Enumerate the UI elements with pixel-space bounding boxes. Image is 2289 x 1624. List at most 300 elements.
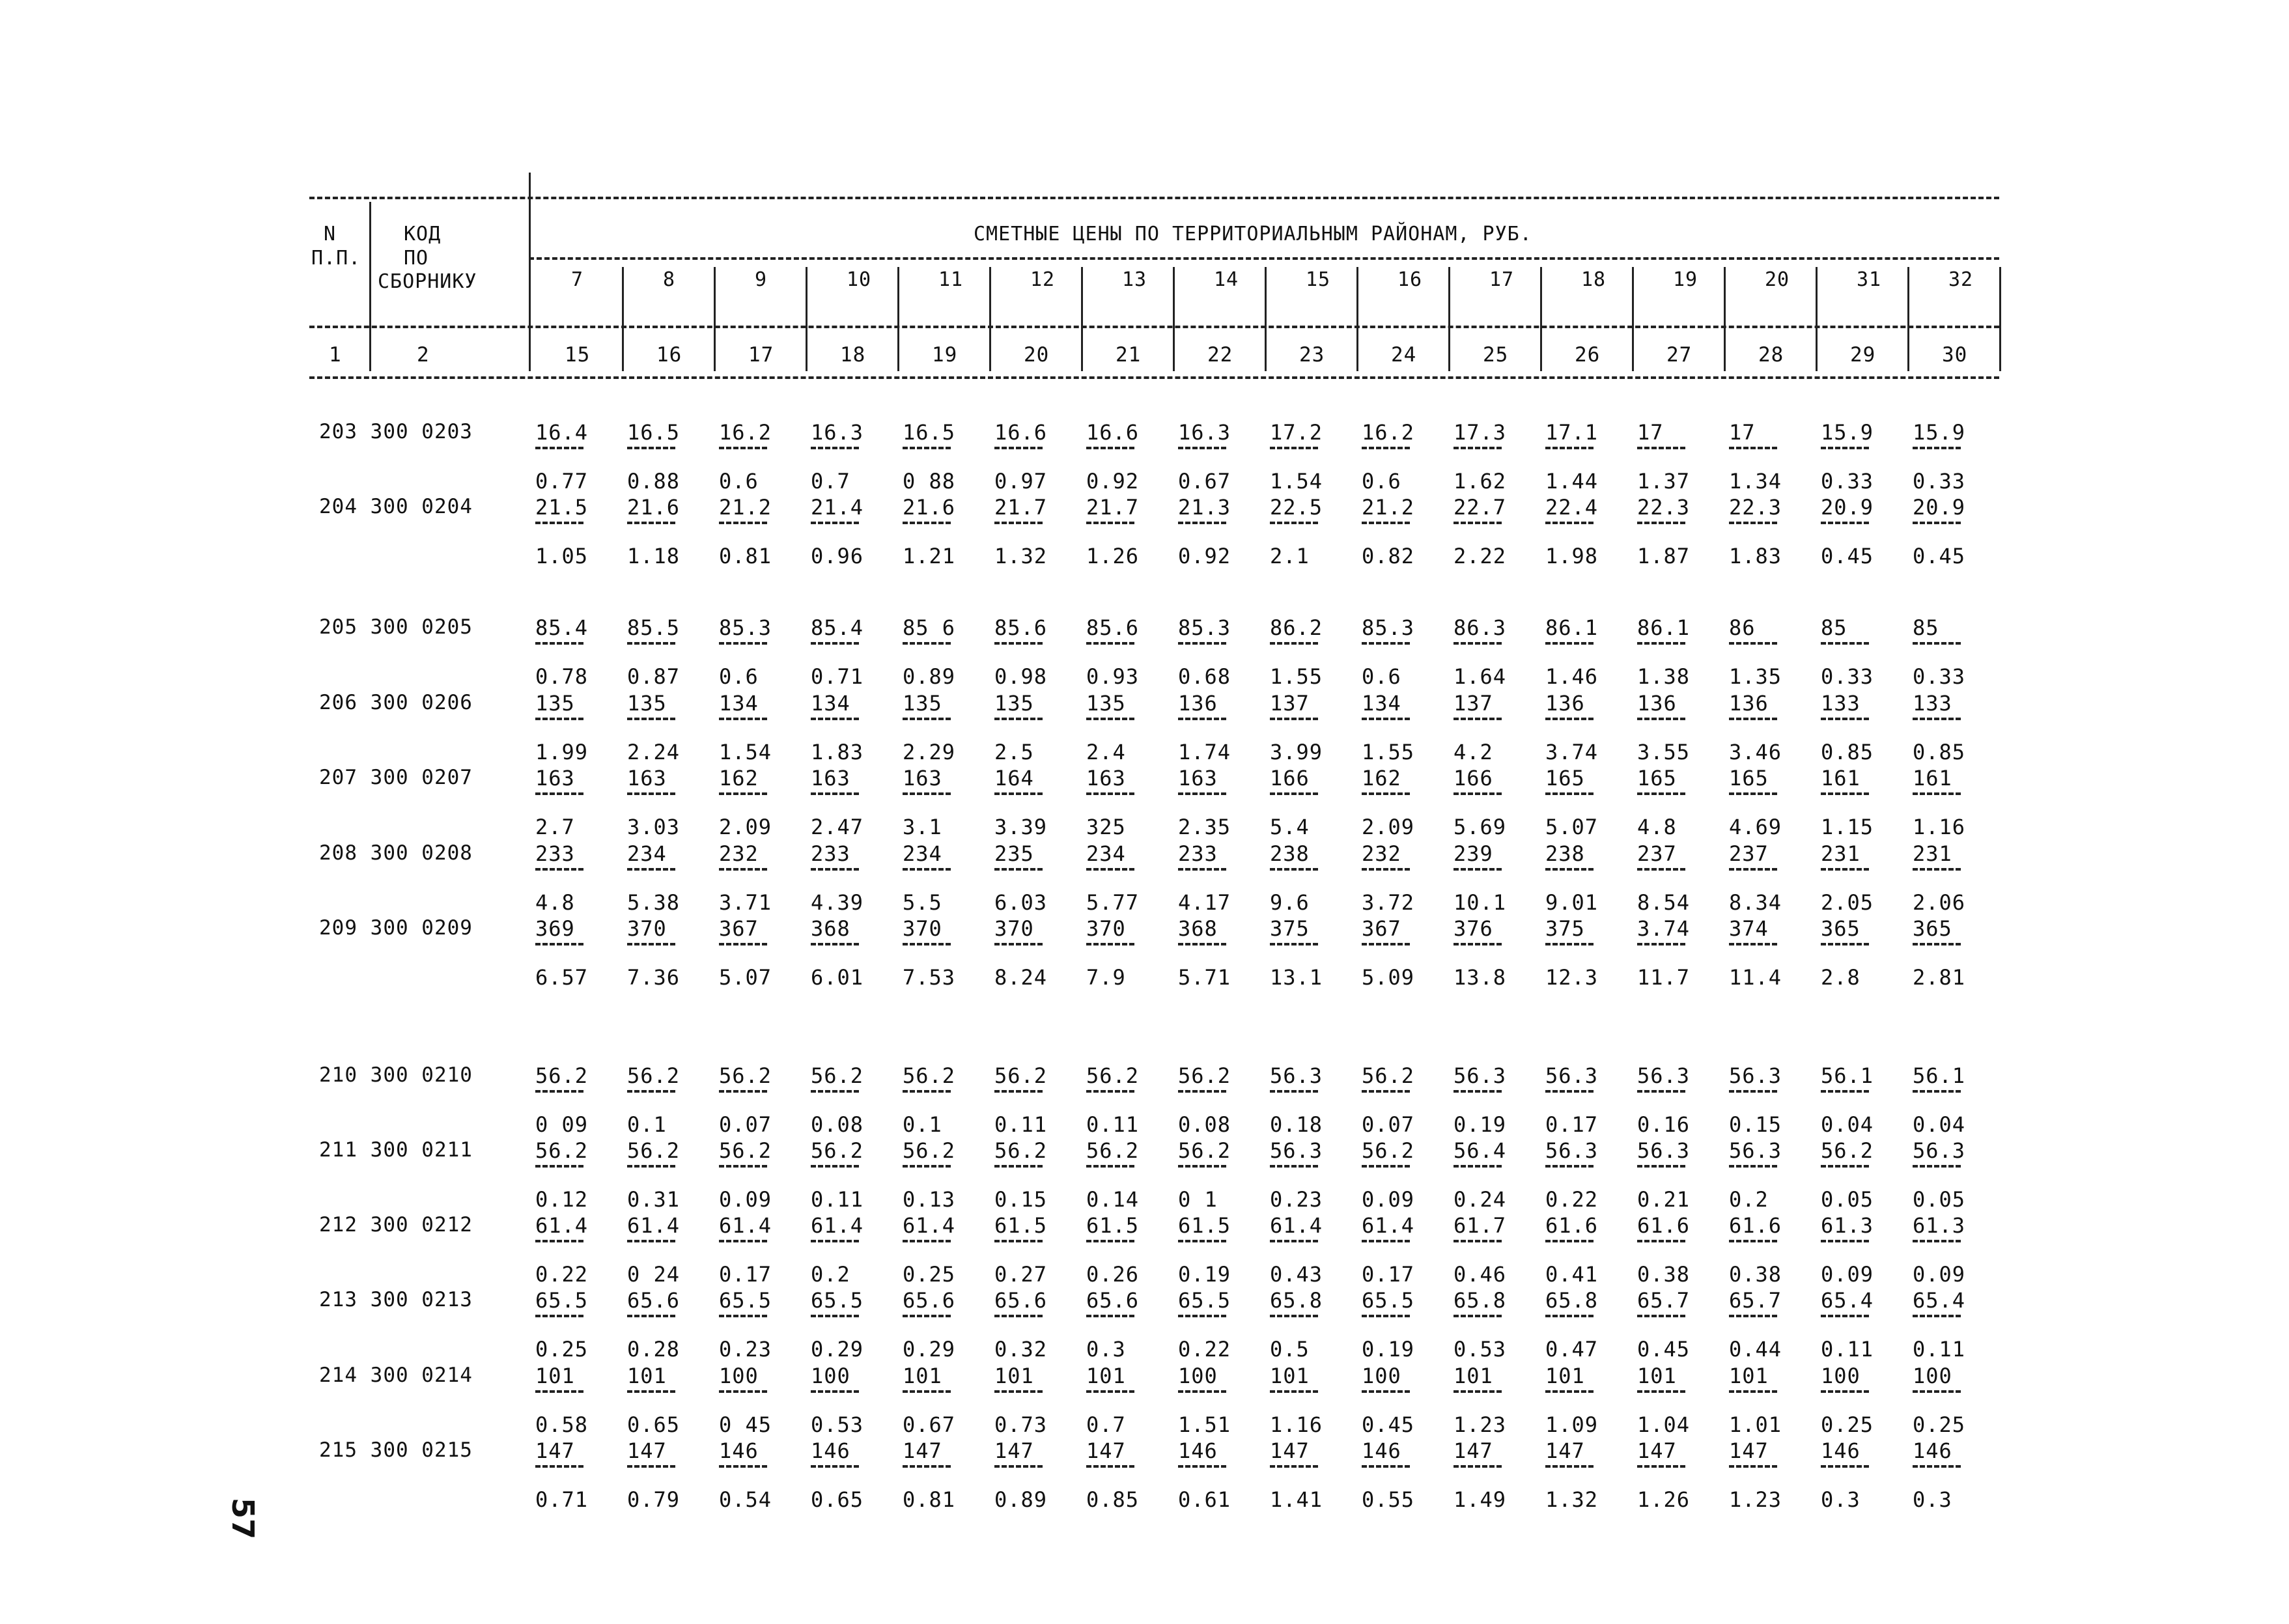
fraction-dash bbox=[1178, 522, 1226, 524]
fraction-dash bbox=[1821, 522, 1869, 524]
price-value: 85.3 bbox=[1178, 615, 1231, 640]
fraction-dash bbox=[1178, 1165, 1226, 1168]
price-value: 17 bbox=[1729, 420, 1756, 445]
price-value: 86.1 bbox=[1637, 615, 1691, 640]
price-subvalue: 1.35 bbox=[1729, 664, 1782, 689]
fraction-dash bbox=[535, 1390, 583, 1393]
row-code: 204 300 0204 bbox=[319, 495, 473, 518]
fraction-dash bbox=[627, 792, 675, 795]
fraction-dash bbox=[1821, 1390, 1869, 1393]
price-value: 65.6 bbox=[1086, 1288, 1140, 1313]
price-subvalue: 0 1 bbox=[1178, 1187, 1218, 1212]
price-value: 101 bbox=[1545, 1364, 1585, 1388]
price-value: 56.2 bbox=[994, 1138, 1048, 1163]
price-subvalue: 2.7 bbox=[535, 815, 575, 839]
fraction-dash bbox=[1453, 1315, 1502, 1317]
fraction-dash bbox=[1729, 642, 1777, 645]
price-subvalue: 0.19 bbox=[1178, 1262, 1231, 1287]
fraction-dash bbox=[1913, 868, 1961, 871]
fraction-dash bbox=[627, 868, 675, 871]
price-value: 85 bbox=[1913, 615, 1939, 640]
price-subvalue: 0.45 bbox=[1362, 1412, 1415, 1437]
fraction-dash bbox=[1453, 522, 1502, 524]
fraction-dash bbox=[1637, 943, 1685, 945]
fraction-dash bbox=[1086, 1465, 1134, 1468]
price-subvalue: 0.1 bbox=[903, 1112, 942, 1137]
fraction-dash bbox=[1821, 943, 1869, 945]
fraction-dash bbox=[811, 522, 859, 524]
price-subvalue: 0.3 bbox=[1086, 1337, 1126, 1362]
price-subvalue: 0.54 bbox=[719, 1487, 772, 1512]
region-number: 17 bbox=[1489, 268, 1515, 291]
price-value: 369 bbox=[535, 916, 575, 941]
price-value: 56.2 bbox=[811, 1063, 864, 1088]
price-subvalue: 0.71 bbox=[535, 1487, 589, 1512]
price-subvalue: 1.98 bbox=[1545, 544, 1599, 568]
fraction-dash bbox=[994, 1090, 1043, 1093]
price-subvalue: 0.31 bbox=[627, 1187, 681, 1212]
price-subvalue: 0.43 bbox=[1270, 1262, 1323, 1287]
fraction-dash bbox=[1178, 792, 1226, 795]
price-value: 85.4 bbox=[535, 615, 589, 640]
fraction-dash bbox=[1545, 1240, 1594, 1242]
fraction-dash bbox=[994, 1390, 1043, 1393]
fraction-dash bbox=[811, 792, 859, 795]
price-value: 56.3 bbox=[1913, 1138, 1966, 1163]
region-column-divider bbox=[1632, 267, 1634, 371]
fraction-dash bbox=[627, 1240, 675, 1242]
price-value: 56.2 bbox=[903, 1063, 956, 1088]
header-title: СМЕТНЫЕ ЦЕНЫ ПО ТЕРРИТОРИАЛЬНЫМ РАЙОНАМ, РУБ. bbox=[974, 223, 1532, 245]
fraction-dash bbox=[627, 1390, 675, 1393]
price-subvalue: 0.82 bbox=[1362, 544, 1415, 568]
price-subvalue: 0.73 bbox=[994, 1412, 1048, 1437]
price-value: 163 bbox=[811, 766, 850, 791]
price-value: 56.3 bbox=[1453, 1063, 1507, 1088]
price-value: 365 bbox=[1913, 916, 1952, 941]
fraction-dash bbox=[1453, 642, 1502, 645]
fraction-dash bbox=[1545, 1465, 1594, 1468]
price-value: 233 bbox=[1178, 841, 1218, 866]
price-subvalue: 0.38 bbox=[1729, 1262, 1782, 1287]
table-top-rule bbox=[309, 197, 1999, 199]
price-value: 16.3 bbox=[811, 420, 864, 445]
price-value: 161 bbox=[1913, 766, 1952, 791]
price-value: 85.6 bbox=[1086, 615, 1140, 640]
price-value: 16.5 bbox=[903, 420, 956, 445]
price-subvalue: 6.01 bbox=[811, 965, 864, 990]
price-subvalue: 0.11 bbox=[1821, 1337, 1874, 1362]
fraction-dash bbox=[535, 447, 583, 449]
fraction-dash bbox=[1362, 1315, 1410, 1317]
price-subvalue: 0.88 bbox=[627, 469, 681, 494]
price-subvalue: 0.09 bbox=[1362, 1187, 1415, 1212]
price-value: 56.2 bbox=[1362, 1138, 1415, 1163]
price-subvalue: 4.8 bbox=[535, 890, 575, 915]
fraction-dash bbox=[1913, 943, 1961, 945]
price-value: 16.6 bbox=[1086, 420, 1140, 445]
price-subvalue: 3.71 bbox=[719, 890, 772, 915]
fraction-dash bbox=[1362, 943, 1410, 945]
header-code-label: КОД bbox=[404, 223, 442, 245]
fraction-dash bbox=[1362, 1465, 1410, 1468]
price-subvalue: 1.38 bbox=[1637, 664, 1691, 689]
fraction-dash bbox=[1821, 868, 1869, 871]
price-value: 65.8 bbox=[1270, 1288, 1323, 1313]
fraction-dash bbox=[535, 1465, 583, 1468]
price-subvalue: 3.03 bbox=[627, 815, 681, 839]
price-subvalue: 325 bbox=[1086, 815, 1126, 839]
price-value: 17 bbox=[1637, 420, 1664, 445]
price-subvalue: 2.24 bbox=[627, 740, 681, 764]
fraction-dash bbox=[1913, 718, 1961, 720]
price-subvalue: 0.46 bbox=[1453, 1262, 1507, 1287]
fraction-dash bbox=[719, 1315, 767, 1317]
price-value: 367 bbox=[719, 916, 759, 941]
price-value: 231 bbox=[1821, 841, 1861, 866]
fraction-dash bbox=[1270, 1165, 1318, 1168]
price-value: 100 bbox=[811, 1364, 850, 1388]
fraction-dash bbox=[719, 642, 767, 645]
header-code-label-3: СБОРНИКУ bbox=[378, 270, 477, 293]
price-value: 162 bbox=[1362, 766, 1401, 791]
price-subvalue: 0.25 bbox=[1821, 1412, 1874, 1437]
price-subvalue: 0.33 bbox=[1913, 664, 1966, 689]
price-subvalue: 1.34 bbox=[1729, 469, 1782, 494]
price-value: 165 bbox=[1729, 766, 1769, 791]
header-bottom-rule bbox=[309, 326, 1999, 328]
price-subvalue: 1.55 bbox=[1270, 664, 1323, 689]
price-value: 56.2 bbox=[535, 1063, 589, 1088]
price-value: 100 bbox=[1362, 1364, 1401, 1388]
price-subvalue: 0.93 bbox=[1086, 664, 1140, 689]
fraction-dash bbox=[1637, 718, 1685, 720]
fraction-dash bbox=[1545, 447, 1594, 449]
price-subvalue: 2.4 bbox=[1086, 740, 1126, 764]
price-value: 101 bbox=[1729, 1364, 1769, 1388]
column-number: 17 bbox=[748, 343, 774, 367]
price-subvalue: 3.1 bbox=[903, 815, 942, 839]
fraction-dash bbox=[1270, 1390, 1318, 1393]
price-value: 56.3 bbox=[1729, 1063, 1782, 1088]
fraction-dash bbox=[903, 792, 951, 795]
price-subvalue: 3.39 bbox=[994, 815, 1048, 839]
price-value: 56.2 bbox=[627, 1063, 681, 1088]
price-value: 16.3 bbox=[1178, 420, 1231, 445]
fraction-dash bbox=[1821, 1240, 1869, 1242]
price-subvalue: 1.23 bbox=[1729, 1487, 1782, 1512]
price-value: 137 bbox=[1453, 691, 1493, 716]
price-value: 235 bbox=[994, 841, 1034, 866]
fraction-dash bbox=[811, 1240, 859, 1242]
fraction-dash bbox=[994, 1240, 1043, 1242]
fraction-dash bbox=[1086, 943, 1134, 945]
price-subvalue: 2.29 bbox=[903, 740, 956, 764]
price-value: 234 bbox=[903, 841, 942, 866]
fraction-dash bbox=[903, 718, 951, 720]
price-value: 147 bbox=[1086, 1438, 1126, 1463]
price-value: 16.4 bbox=[535, 420, 589, 445]
fraction-dash bbox=[1086, 1240, 1134, 1242]
fraction-dash bbox=[1086, 522, 1134, 524]
header-divider-n bbox=[369, 202, 371, 371]
price-subvalue: 0.25 bbox=[903, 1262, 956, 1287]
price-value: 85.5 bbox=[627, 615, 681, 640]
price-subvalue: 1.87 bbox=[1637, 544, 1691, 568]
row-code: 207 300 0207 bbox=[319, 766, 473, 789]
region-column-divider bbox=[989, 267, 991, 371]
fraction-dash bbox=[811, 718, 859, 720]
fraction-dash bbox=[1362, 1090, 1410, 1093]
colnum-2: 2 bbox=[417, 343, 430, 367]
fraction-dash bbox=[1178, 642, 1226, 645]
price-subvalue: 2.47 bbox=[811, 815, 864, 839]
price-subvalue: 1.49 bbox=[1453, 1487, 1507, 1512]
price-value: 162 bbox=[719, 766, 759, 791]
price-subvalue: 0.1 bbox=[627, 1112, 667, 1137]
fraction-dash bbox=[1913, 1165, 1961, 1168]
fraction-dash bbox=[1637, 1090, 1685, 1093]
price-subvalue: 1.54 bbox=[719, 740, 772, 764]
column-number: 28 bbox=[1758, 343, 1784, 367]
price-subvalue: 0.05 bbox=[1913, 1187, 1966, 1212]
price-value: 147 bbox=[903, 1438, 942, 1463]
price-value: 135 bbox=[994, 691, 1034, 716]
region-number: 9 bbox=[755, 268, 768, 291]
fraction-dash bbox=[903, 1465, 951, 1468]
price-subvalue: 2.09 bbox=[1362, 815, 1415, 839]
price-value: 163 bbox=[627, 766, 667, 791]
price-subvalue: 12.3 bbox=[1545, 965, 1599, 990]
price-value: 146 bbox=[719, 1438, 759, 1463]
price-subvalue: 0.27 bbox=[994, 1262, 1048, 1287]
fraction-dash bbox=[811, 1315, 859, 1317]
price-subvalue: 0.6 bbox=[719, 469, 759, 494]
price-subvalue: 5.71 bbox=[1178, 965, 1231, 990]
price-subvalue: 0 45 bbox=[719, 1412, 772, 1437]
fraction-dash bbox=[1729, 718, 1777, 720]
fraction-dash bbox=[994, 447, 1043, 449]
price-value: 134 bbox=[811, 691, 850, 716]
price-value: 61.5 bbox=[1086, 1213, 1140, 1238]
price-subvalue: 5.38 bbox=[627, 890, 681, 915]
fraction-dash bbox=[719, 868, 767, 871]
price-subvalue: 1.64 bbox=[1453, 664, 1507, 689]
price-value: 56.2 bbox=[719, 1138, 772, 1163]
price-value: 56.2 bbox=[1362, 1063, 1415, 1088]
price-subvalue: 3.55 bbox=[1637, 740, 1691, 764]
price-subvalue: 1.37 bbox=[1637, 469, 1691, 494]
region-column-divider bbox=[1907, 267, 1909, 371]
price-subvalue: 0.92 bbox=[1178, 544, 1231, 568]
price-value: 56.2 bbox=[627, 1138, 681, 1163]
price-subvalue: 4.69 bbox=[1729, 815, 1782, 839]
price-value: 65.6 bbox=[903, 1288, 956, 1313]
price-value: 147 bbox=[535, 1438, 575, 1463]
fraction-dash bbox=[535, 522, 583, 524]
column-number: 16 bbox=[656, 343, 682, 367]
price-subvalue: 1.55 bbox=[1362, 740, 1415, 764]
column-number: 21 bbox=[1116, 343, 1142, 367]
price-subvalue: 0.6 bbox=[1362, 664, 1401, 689]
fraction-dash bbox=[1178, 718, 1226, 720]
price-value: 163 bbox=[535, 766, 575, 791]
price-value: 136 bbox=[1637, 691, 1677, 716]
region-column-divider bbox=[1356, 267, 1358, 371]
price-value: 65.8 bbox=[1545, 1288, 1599, 1313]
fraction-dash bbox=[1270, 868, 1318, 871]
price-subvalue: 2.22 bbox=[1453, 544, 1507, 568]
price-subvalue: 0.55 bbox=[1362, 1487, 1415, 1512]
price-subvalue: 0.7 bbox=[1086, 1412, 1126, 1437]
region-column-divider bbox=[1448, 267, 1450, 371]
price-subvalue: 0.67 bbox=[903, 1412, 956, 1437]
price-subvalue: 1.74 bbox=[1178, 740, 1231, 764]
price-value: 375 bbox=[1270, 916, 1310, 941]
price-subvalue: 0.85 bbox=[1086, 1487, 1140, 1512]
price-value: 234 bbox=[1086, 841, 1126, 866]
price-value: 101 bbox=[994, 1364, 1034, 1388]
price-value: 61.4 bbox=[535, 1213, 589, 1238]
price-subvalue: 3.46 bbox=[1729, 740, 1782, 764]
column-number: 24 bbox=[1391, 343, 1417, 367]
price-value: 164 bbox=[994, 766, 1034, 791]
fraction-dash bbox=[535, 1240, 583, 1242]
price-value: 166 bbox=[1453, 766, 1493, 791]
price-value: 56.3 bbox=[1270, 1063, 1323, 1088]
fraction-dash bbox=[1545, 642, 1594, 645]
price-subvalue: 0.11 bbox=[994, 1112, 1048, 1137]
price-subvalue: 0.85 bbox=[1821, 740, 1874, 764]
price-value: 17.1 bbox=[1545, 420, 1599, 445]
price-value: 56.3 bbox=[1637, 1138, 1691, 1163]
fraction-dash bbox=[811, 1165, 859, 1168]
price-value: 166 bbox=[1270, 766, 1310, 791]
region-number: 19 bbox=[1673, 268, 1698, 291]
price-subvalue: 0.44 bbox=[1729, 1337, 1782, 1362]
price-value: 85 bbox=[1821, 615, 1847, 640]
price-value: 21.3 bbox=[1178, 495, 1231, 520]
price-subvalue: 2.06 bbox=[1913, 890, 1966, 915]
fraction-dash bbox=[811, 1390, 859, 1393]
fraction-dash bbox=[627, 1090, 675, 1093]
price-value: 147 bbox=[1453, 1438, 1493, 1463]
price-subvalue: 7.53 bbox=[903, 965, 956, 990]
price-value: 20.9 bbox=[1821, 495, 1874, 520]
fraction-dash bbox=[1637, 447, 1685, 449]
price-value: 232 bbox=[1362, 841, 1401, 866]
price-value: 135 bbox=[1086, 691, 1126, 716]
price-subvalue: 0.53 bbox=[811, 1412, 864, 1437]
price-subvalue: 2.05 bbox=[1821, 890, 1874, 915]
price-value: 56.1 bbox=[1821, 1063, 1874, 1088]
price-subvalue: 0.89 bbox=[994, 1487, 1048, 1512]
fraction-dash bbox=[1821, 792, 1869, 795]
region-column-divider bbox=[897, 267, 899, 371]
fraction-dash bbox=[994, 522, 1043, 524]
fraction-dash bbox=[627, 447, 675, 449]
fraction-dash bbox=[1270, 1315, 1318, 1317]
price-subvalue: 0.33 bbox=[1821, 469, 1874, 494]
region-column-divider bbox=[1540, 267, 1542, 371]
price-value: 146 bbox=[1362, 1438, 1401, 1463]
fraction-dash bbox=[1913, 1090, 1961, 1093]
price-subvalue: 4.8 bbox=[1637, 815, 1677, 839]
column-number: 29 bbox=[1850, 343, 1876, 367]
price-subvalue: 1.54 bbox=[1270, 469, 1323, 494]
price-value: 231 bbox=[1913, 841, 1952, 866]
price-subvalue: 0.78 bbox=[535, 664, 589, 689]
fraction-dash bbox=[1821, 718, 1869, 720]
header-divider-code bbox=[529, 173, 531, 371]
fraction-dash bbox=[535, 642, 583, 645]
price-value: 146 bbox=[1178, 1438, 1218, 1463]
price-value: 163 bbox=[1086, 766, 1126, 791]
fraction-dash bbox=[1821, 1090, 1869, 1093]
price-value: 101 bbox=[535, 1364, 575, 1388]
region-number: 15 bbox=[1306, 268, 1331, 291]
fraction-dash bbox=[1178, 943, 1226, 945]
fraction-dash bbox=[1729, 522, 1777, 524]
price-value: 21.5 bbox=[535, 495, 589, 520]
price-value: 101 bbox=[903, 1364, 942, 1388]
price-value: 61.4 bbox=[719, 1213, 772, 1238]
price-value: 234 bbox=[627, 841, 667, 866]
colnum-1: 1 bbox=[329, 343, 342, 367]
fraction-dash bbox=[535, 1165, 583, 1168]
region-column-divider bbox=[1724, 267, 1726, 371]
price-subvalue: 0.77 bbox=[535, 469, 589, 494]
fraction-dash bbox=[1086, 1165, 1134, 1168]
fraction-dash bbox=[1821, 1465, 1869, 1468]
fraction-dash bbox=[535, 943, 583, 945]
price-subvalue: 1.15 bbox=[1821, 815, 1874, 839]
price-value: 146 bbox=[811, 1438, 850, 1463]
fraction-dash bbox=[1729, 1090, 1777, 1093]
price-subvalue: 0.09 bbox=[1821, 1262, 1874, 1287]
price-value: 238 bbox=[1545, 841, 1585, 866]
price-value: 165 bbox=[1637, 766, 1677, 791]
price-subvalue: 1.83 bbox=[1729, 544, 1782, 568]
price-subvalue: 0.38 bbox=[1637, 1262, 1691, 1287]
price-value: 56.3 bbox=[1637, 1063, 1691, 1088]
price-value: 238 bbox=[1270, 841, 1310, 866]
region-number: 32 bbox=[1948, 268, 1974, 291]
fraction-dash bbox=[1086, 1090, 1134, 1093]
region-number: 20 bbox=[1765, 268, 1790, 291]
price-subvalue: 6.03 bbox=[994, 890, 1048, 915]
fraction-dash bbox=[903, 943, 951, 945]
fraction-dash bbox=[719, 1090, 767, 1093]
fraction-dash bbox=[1637, 1165, 1685, 1168]
price-value: 56.2 bbox=[1178, 1138, 1231, 1163]
price-subvalue: 5.07 bbox=[719, 965, 772, 990]
price-value: 21.7 bbox=[994, 495, 1048, 520]
fraction-dash bbox=[1729, 447, 1777, 449]
price-subvalue: 0.87 bbox=[627, 664, 681, 689]
price-value: 61.5 bbox=[1178, 1213, 1231, 1238]
fraction-dash bbox=[1270, 718, 1318, 720]
price-value: 135 bbox=[535, 691, 575, 716]
price-value: 101 bbox=[1453, 1364, 1493, 1388]
fraction-dash bbox=[903, 1240, 951, 1242]
price-value: 56.2 bbox=[719, 1063, 772, 1088]
price-subvalue: 0.07 bbox=[1362, 1112, 1415, 1137]
row-code: 208 300 0208 bbox=[319, 841, 473, 865]
price-subvalue: 0.92 bbox=[1086, 469, 1140, 494]
price-value: 20.9 bbox=[1913, 495, 1966, 520]
fraction-dash bbox=[1362, 868, 1410, 871]
